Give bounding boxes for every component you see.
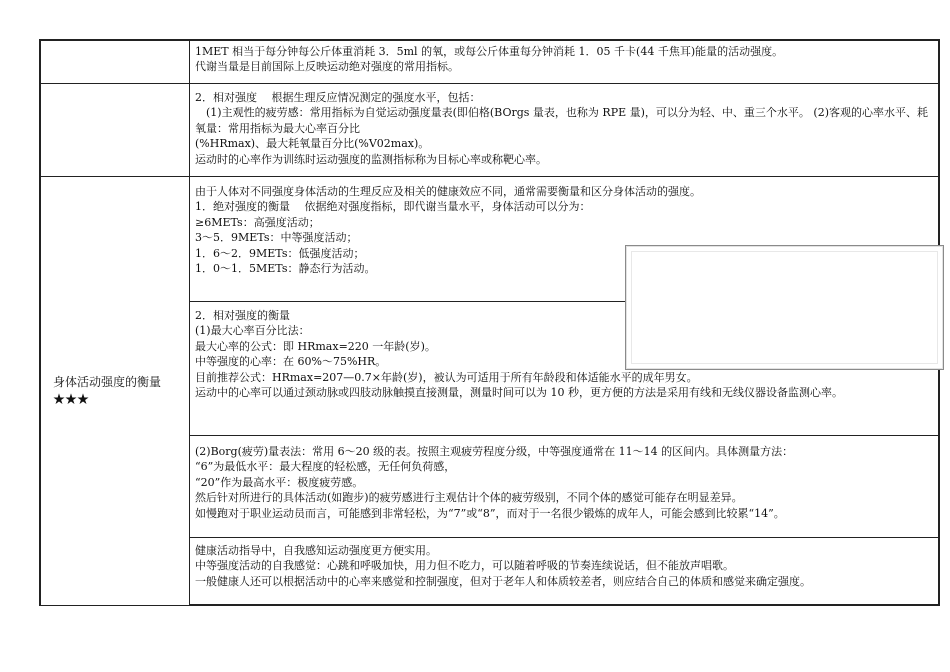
text-line: 代谢当量是目前国际上反映运动绝对强度的常用指标。 bbox=[195, 60, 459, 74]
section-1-block-1-text bbox=[190, 41, 938, 83]
text-line: 一般健康人还可以根据活动中的心率来感觉和控制强度，但对于老年人和体质较差者，则应结合自己的体质和感觉来确定强度。 bbox=[195, 574, 811, 588]
section-2-block-3-text bbox=[190, 436, 938, 537]
section-2-block-4-text bbox=[190, 538, 938, 604]
text-line: (%HRmax)、最大耗氧量百分比(%V02max)。 bbox=[195, 137, 430, 151]
text-line: 然后针对所进行的具体活动(如跑步)的疲劳感进行主观估计个体的疲劳级别，不同个体的感觉可能存在明显差异。 bbox=[195, 491, 743, 505]
text-line: (1)主观性的疲劳感：常用指标为自觉运动强度量表(即伯格(BOrgs 量表，也称为 RPE 量)，可以分为轻、中、重三个水平。 (2)客观的心率水平、耗氧量：常用指标为最大心率百分比 bbox=[195, 106, 928, 135]
floating-placeholder-box bbox=[625, 245, 944, 370]
text-line: 中等强度的心率：在 60%～75%HR。 bbox=[195, 355, 387, 369]
text-line: “20”作为最高水平：极度疲劳感。 bbox=[195, 475, 364, 489]
table-row bbox=[40, 84, 939, 177]
text-line: 2．相对强度的衡量 bbox=[195, 309, 290, 322]
text-line: 最大心率的公式：即 HRmax=220 一年龄(岁)。 bbox=[195, 339, 436, 353]
section-1-label bbox=[40, 40, 190, 84]
text-line: 1．6～2．9METs：低强度活动； bbox=[195, 246, 365, 260]
text-line: (1)最大心率百分比法： bbox=[195, 324, 310, 338]
text-line: 中等强度活动的自我感觉：心跳和呼吸加快，用力但不吃力，可以随着呼吸的节奏连续说话，但不能放声唱歌。 bbox=[195, 559, 734, 573]
text-line: 运动时的心率作为训练时运动强度的监测指标称为目标心率或称靶心率。 bbox=[195, 152, 547, 166]
section-1-block-2-text bbox=[190, 84, 938, 176]
text-line: 运动中的心率可以通过颈动脉或四肢动脉触摸直接测量，测量时间可以为 10 秒，更方便的方法是采用有线和无线仪器设备监测心率。 bbox=[195, 386, 843, 400]
section-1-block-1-cell bbox=[190, 40, 940, 84]
text-line: 1MET 相当于每分钟每公斤体重消耗 3．5ml 的氧，或每公斤体重每分钟消耗 1．05 千卡(44 千焦耳)能量的活动强度。 bbox=[195, 45, 784, 58]
floating-placeholder-inner bbox=[631, 251, 938, 364]
table-row bbox=[40, 40, 939, 84]
section-2-label: 身体活动强度的衡量★★★ bbox=[40, 177, 190, 606]
section-1-block-2-cell bbox=[190, 84, 940, 177]
empty-label-cell bbox=[40, 84, 190, 177]
text-line: 目前推荐公式：HRmax=207—0.7×年龄(岁)，被认为可适用于所有年龄段和体适能水平的成年男女。 bbox=[195, 370, 698, 384]
text-line: 如慢跑对于职业运动员而言，可能感到非常轻松，为“7”或“8”，而对于一名很少锻炼的成年人，可能会感到比较累“14”。 bbox=[195, 506, 785, 520]
text-line: (2)Borg(疲劳)量表法：常用 6～20 级的表。按照主观疲劳程度分级，中等强度通常在 11～14 的区间内。具体测量方法： bbox=[195, 445, 794, 458]
text-line: 由于人体对不同强度身体活动的生理反应及相关的健康效应不同，通常需要衡量和区分身体活动的强度。 bbox=[195, 185, 701, 198]
text-line: 3～5．9METs：中等强度活动； bbox=[195, 231, 358, 245]
section-2-block-3-cell bbox=[190, 436, 940, 538]
text-line: “6”为最低水平：最大程度的轻松感，无任何负荷感， bbox=[195, 460, 456, 474]
text-line: 2．相对强度 根据生理反应情况测定的强度水平，包括： bbox=[195, 91, 481, 104]
text-line: ≥6METs：高强度活动； bbox=[195, 215, 320, 229]
section-2-block-4-cell bbox=[190, 538, 940, 606]
text-line: 1．0～1．5METs：静态行为活动。 bbox=[195, 262, 376, 276]
text-line: 1．绝对强度的衡量 依据绝对强度指标，即代谢当量水平，身体活动可以分为： bbox=[195, 200, 591, 214]
text-line: 健康活动指导中，自我感知运动强度更方便实用。 bbox=[195, 544, 437, 557]
